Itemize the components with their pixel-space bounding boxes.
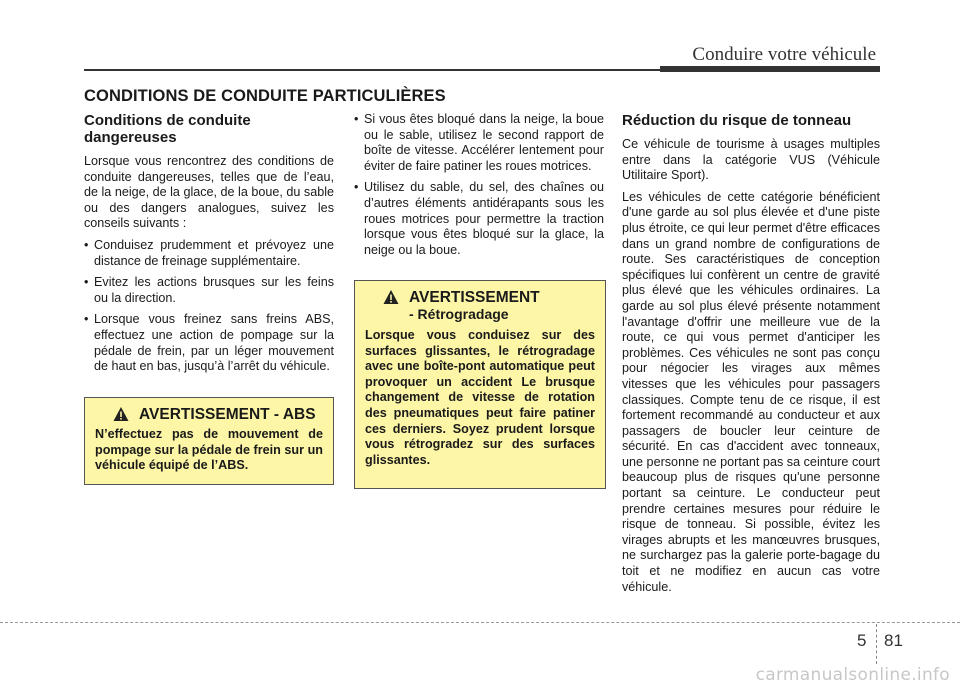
column-right — [622, 112, 880, 601]
section-title: CONDITIONS DE CONDUITE PARTICULIÈRES — [84, 87, 446, 105]
paragraph: Ce véhicule de tourisme à usages multiples entre dans la catégorie VUS (Véhicule Utilitaire Sport). — [622, 137, 880, 183]
list-item: • Lorsque vous freinez sans freins ABS, effectuez une action de pompage sur la pédale de frein, par un léger mouvement de haut en bas, jusqu’à l’arrêt du véhicule. — [84, 312, 334, 374]
warning-header — [365, 289, 595, 306]
subhead-dangerous-conditions: Conditions de conduite dangereuses — [84, 112, 251, 146]
bullet-list-middle — [354, 112, 604, 258]
warning-title: AVERTISSEMENT — [409, 289, 540, 306]
paragraph: Les véhicules de cette catégorie bénéficient d'une garde au sol plus élevée et d'une piste plus étroite, ce qui leur permet d'être efficaces dans un grand nombre de configurations de route. Ses caractéristiques de conception spécifiques lui confèrent un centre de gravité plus élevé que les véhicules ordinaires. La garde au sol plus élevé présente notamment l'avantage d'offrir une meilleure vue de la route, ce qui vous permet d'anticiper les problèmes. Ces véhicules ne sont pas conçu pour négocier les virages aux mêmes vitesses que les véhicules pour passagers classiques. Compte tenu de ce risque, il est fortement recommandé au conducteur et aux passagers de boucler leur ceinture de sécurité. En cas d'accident avec tonneaux, une personne ne portant pas sa ceinture court beaucoup plus de risques qu'une personne portant sa ceinture. Le conducteur peut prendre certaines mesures pour réduire le risque de tonneau. Si possible, évitez les virages abrupts et les manœuvres brusques, ne surchargez pas la galerie porte-bagage du toit et ne modifiez en aucun cas votre véhicule. — [622, 189, 880, 594]
warning-header — [95, 406, 323, 423]
list-item: • Utilisez du sable, du sel, des chaînes ou d’autres éléments antidérapants sous les roues motrices pour permettre la traction lorsque vous êtes bloqué sur la glace, la neige ou la boue. — [354, 180, 604, 258]
column-middle — [354, 112, 604, 264]
warning-box-abs — [84, 397, 334, 485]
chapter-number: 5 — [857, 631, 867, 650]
warning-triangle-icon — [383, 289, 399, 305]
header-rule-accent — [660, 66, 880, 72]
warning-box-downshift — [354, 280, 606, 489]
warning-subtitle: - Rétrogradage — [409, 306, 509, 322]
list-item: • Conduisez prudemment et prévoyez une distance de freinage supplémentaire. — [84, 238, 334, 269]
bullet-list-left — [84, 238, 334, 375]
list-item: • Evitez les actions brusques sur les feins ou la direction. — [84, 275, 334, 306]
footer-rule — [0, 622, 960, 623]
chapter-title: Conduire votre véhicule — [692, 44, 876, 65]
subhead-rollover: Réduction du risque de tonneau — [622, 112, 852, 129]
warning-body: Lorsque vous conduisez sur des surfaces glissantes, le rétrogradage avec une boîte-pont automatique peut provoquer un accident Le brusque changement de vitesse de rotation des pneumatiques peut faire patiner ces derniers. Soyez prudent lorsque vous rétrogradez sur des surfaces glissantes. — [365, 328, 595, 467]
watermark: carmanualsonline.info — [755, 665, 950, 685]
warning-title: AVERTISSEMENT - ABS — [139, 406, 316, 423]
column-left — [84, 112, 334, 381]
warning-triangle-icon — [113, 406, 129, 422]
list-item: • Si vous êtes bloqué dans la neige, la boue ou le sable, utilisez le second rapport de boîte de vitesse. Accélérer lentement pour éviter de faire patiner les roues motrices. — [354, 112, 604, 174]
warning-body: N’effectuez pas de mouvement de pompage sur la pédale de frein sur un véhicule équipé de l’ABS. — [95, 427, 323, 473]
intro-paragraph: Lorsque vous rencontrez des conditions de conduite dangereuses, telles que de l’eau, de la neige, de la glace, de la boue, du sable ou des dangers analogues, suivez les conseils suivants : — [84, 154, 334, 231]
page-number-divider — [876, 624, 877, 664]
page-number: 81 — [884, 631, 903, 650]
